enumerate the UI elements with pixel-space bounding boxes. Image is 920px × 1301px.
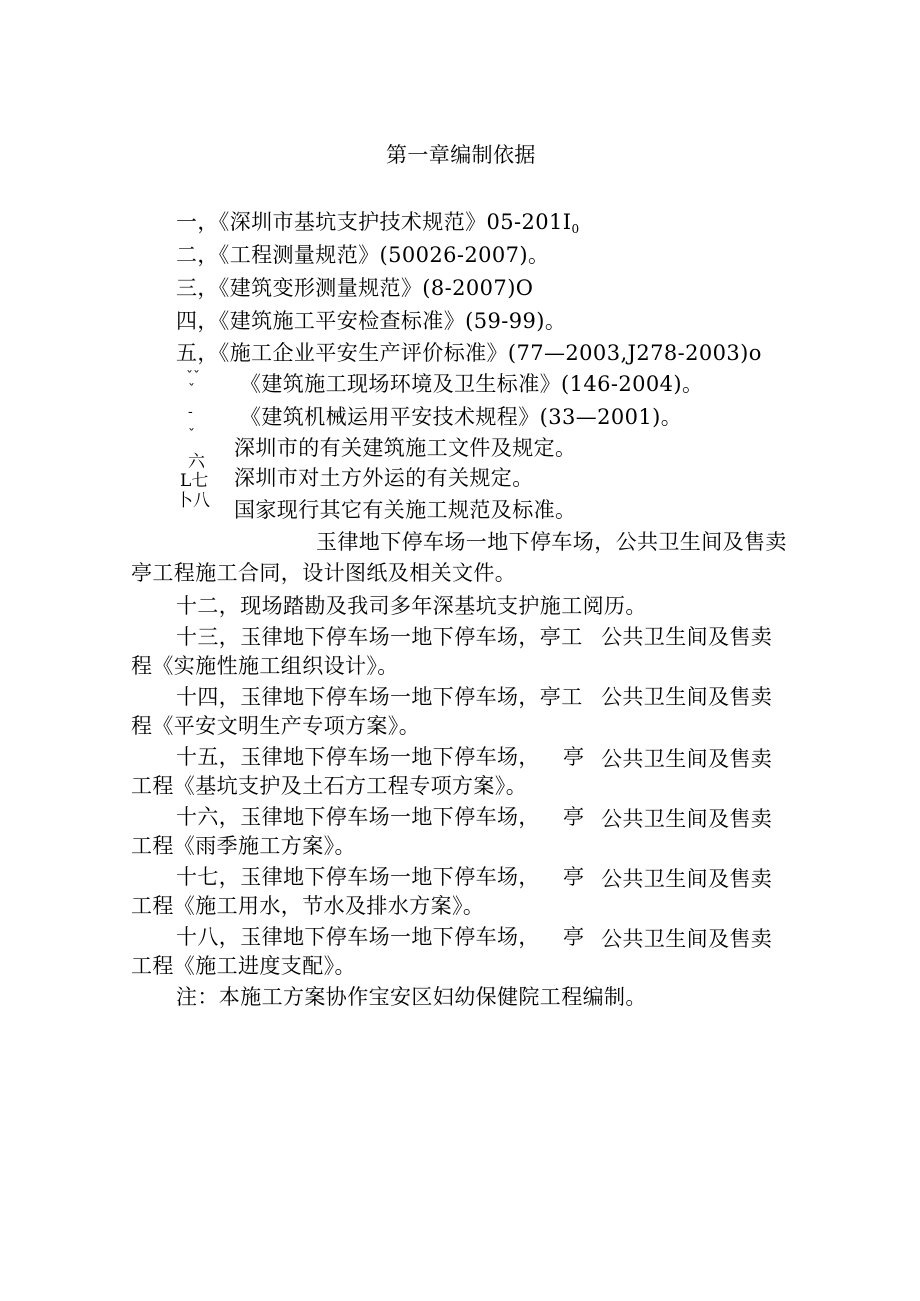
item-17-right: 公共卫生间及售卖: [601, 867, 773, 891]
item-13-cont: 程《实施性施工组织设计》。: [131, 654, 399, 678]
margin-mark: L七: [180, 471, 209, 491]
item-3: 三，《建筑变形测量规范》(8-2007)O: [176, 276, 534, 300]
item-12: 十二，现场踏勘及我司多年深基坑支护施工阅历。: [176, 594, 647, 618]
margin-mark: ˇˇ: [186, 369, 200, 385]
item-10: 国家现行其它有关施工规范及标准。: [234, 498, 577, 522]
item-4: 四，《建筑施工平安检查标准》(59-99)。: [176, 309, 567, 333]
item-5: 五，《施工企业平安生产评价标准》(77—2003,J278-2003)o: [176, 341, 762, 365]
margin-mark: -: [188, 404, 193, 420]
item-13: 十三，玉律地下停车场一地下停车场，亭工: [176, 625, 583, 649]
item-15-right: 公共卫生间及售卖: [601, 747, 773, 771]
item-9: 深圳市对土方外运的有关规定。: [234, 466, 534, 490]
item-15-mid: 亭: [563, 745, 585, 769]
item-17: 十七，玉律地下停车场一地下停车场，: [176, 865, 540, 889]
item-18-mid: 亭: [563, 925, 585, 949]
item-8: 深圳市的有关建筑施工文件及规定。: [234, 436, 577, 460]
chapter-title: 第一章编制依据: [386, 143, 536, 167]
item-6: 《建筑施工现场环境及卫生标准》(146-2004)。: [240, 372, 704, 396]
item-18-cont: 工程《施工进度支配》。: [131, 954, 356, 978]
note: 注：本施工方案协作宝安区妇幼保健院工程编制。: [176, 985, 647, 1009]
item-17-mid: 亭: [563, 865, 585, 889]
item-18-right: 公共卫生间及售卖: [601, 927, 773, 951]
item-11-cont: 亭工程施工合同，设计图纸及相关文件。: [131, 561, 517, 585]
item-11: 玉律地下停车场一地下停车场，公共卫生间及售卖: [316, 530, 787, 554]
item-16-right: 公共卫生间及售卖: [601, 807, 773, 831]
item-13-right: 公共卫生间及售卖: [601, 625, 773, 649]
item-1: 一，《深圳市基坑支护技术规范》$05-201I_0$: [176, 210, 580, 236]
item-2: 二，《工程测量规范》(50026-2007)。: [176, 243, 550, 267]
margin-mark: 六: [188, 452, 205, 472]
item-14-cont: 程《平安文明生产专项方案》。: [131, 714, 421, 738]
item-16: 十六，玉律地下停车场一地下停车场，: [176, 805, 540, 829]
item-14-right: 公共卫生间及售卖: [601, 685, 773, 709]
margin-mark: ˇ: [188, 382, 195, 398]
item-17-cont: 工程《施工用水，节水及排水方案》。: [131, 894, 485, 918]
item-14: 十四，玉律地下停车场一地下停车场，亭工: [176, 685, 583, 709]
item-16-mid: 亭: [563, 805, 585, 829]
item-18: 十八，玉律地下停车场一地下停车场，: [176, 925, 540, 949]
margin-mark: 卜八: [176, 491, 210, 511]
item-7: 《建筑机械运用平安技术规程》(33—2001)。: [240, 405, 683, 429]
margin-mark: ˇ: [188, 427, 195, 443]
item-15: 十五，玉律地下停车场一地下停车场，: [176, 745, 540, 769]
item-15-cont: 工程《基坑支护及土石方工程专项方案》。: [131, 774, 528, 798]
item-16-cont: 工程《雨季施工方案》。: [131, 834, 356, 858]
